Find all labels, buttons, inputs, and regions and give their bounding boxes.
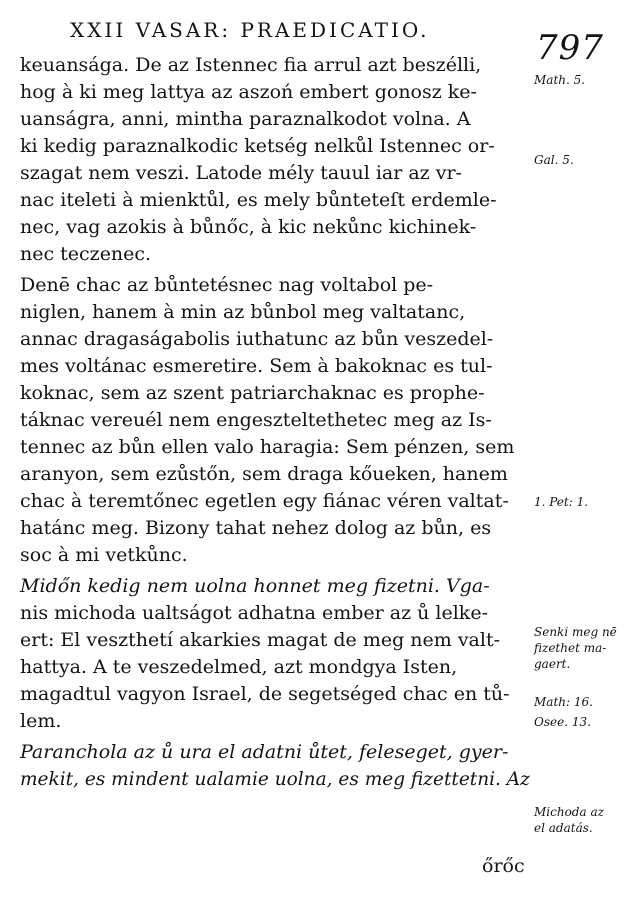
text-line: koknac, sem az szent patriarchaknac es prophe- (20, 382, 485, 404)
text-line: mes voltánac esmeretire. Sem à bakoknac es tul- (20, 355, 493, 377)
text-line: mekit, es mindent ualamie uolna, es meg fizettetni. Az (20, 769, 530, 790)
text-line: hattya. A te veszedelmed, azt mondgya Isten, (20, 656, 458, 678)
text-line: nis michoda ualtságot adhatna ember az ů lelke- (20, 602, 488, 624)
text-line: táknac vereuél nem engeszteltethetec meg az Is- (20, 409, 492, 431)
body-text (20, 52, 532, 793)
catchword: őrőc (482, 855, 525, 877)
marginal-note-line: fizethet ma- (534, 641, 607, 655)
marginal-note-line: gaert. (534, 657, 571, 671)
text-line: nec teczenec. (20, 243, 152, 265)
marginal-note-senki (534, 624, 617, 672)
text-line: tennec az bůn ellen valo haragia: Sem pénzen, sem (20, 436, 515, 458)
text-line: niglen, hanem à min az bůnbol meg valtatanc, (20, 301, 466, 323)
marginal-note-line: el adatás. (534, 821, 593, 835)
page-number: 797 (536, 28, 604, 68)
text-line: ki kedig paraznalkodic ketség nelkůl Istennec or- (20, 135, 495, 157)
marginal-note-math16: Math: 16. (534, 695, 593, 709)
text-line: keuansága. De az Istennec fia arrul azt beszélli, (20, 54, 482, 76)
text-line: nac iteleti à mienktůl, es mely bůnteteſt erdemle- (20, 189, 497, 211)
text-line: chac à teremtőnec egetlen egy fiánac véren valtat- (20, 490, 509, 512)
text-line: Paranchola az ů ura el adatni ůtet, feleseget, gyer- (20, 741, 509, 763)
marginal-note-line: Michoda az (534, 805, 604, 819)
marginal-note-pet1: 1. Pet: 1. (534, 495, 589, 509)
marginal-note-line: Senki meg nē (534, 625, 617, 639)
text-line: lem. (20, 710, 62, 732)
text-line: szagat nem veszi. Latode mély tauul iar az vr- (20, 162, 462, 184)
text-line: nec, vag azokis à bůnőc, à kic nekůnc kichinek- (20, 216, 477, 238)
marginal-note-osee13: Osee. 13. (534, 715, 591, 729)
marginal-note-michoda (534, 804, 604, 836)
text-line: Midőn kedig nem uolna honnet meg fizetni. Vga- (20, 575, 490, 597)
text-line: hog à ki meg lattya az aszoń embert gonosz ke- (20, 81, 477, 103)
text-line: soc à mi vetkůnc. (20, 544, 188, 566)
marginal-note-math5: Math. 5. (534, 73, 586, 87)
running-head: XXII VASAR: PRAEDICATIO. (70, 18, 430, 42)
text-line: hatánc meg. Bizony tahat nehez dolog az bůn, es (20, 517, 492, 539)
text-line: ert: El veszthetí akarkies magat de meg nem valt- (20, 629, 501, 651)
text-line: Denē chac az bůntetésnec nag voltabol pe- (20, 274, 434, 296)
text-line: magadtul vagyon Israel, de segetséged chac en tů- (20, 683, 510, 705)
marginal-note-gal5: Gal. 5. (534, 153, 574, 167)
text-line: annac dragaságabolis iuthatunc az bůn veszedel- (20, 328, 494, 350)
text-line: aranyon, sem ezůstőn, sem draga kőueken, hanem (20, 463, 508, 485)
text-line: uanságra, anni, mintha paraznalkodot volna. A (20, 108, 471, 130)
